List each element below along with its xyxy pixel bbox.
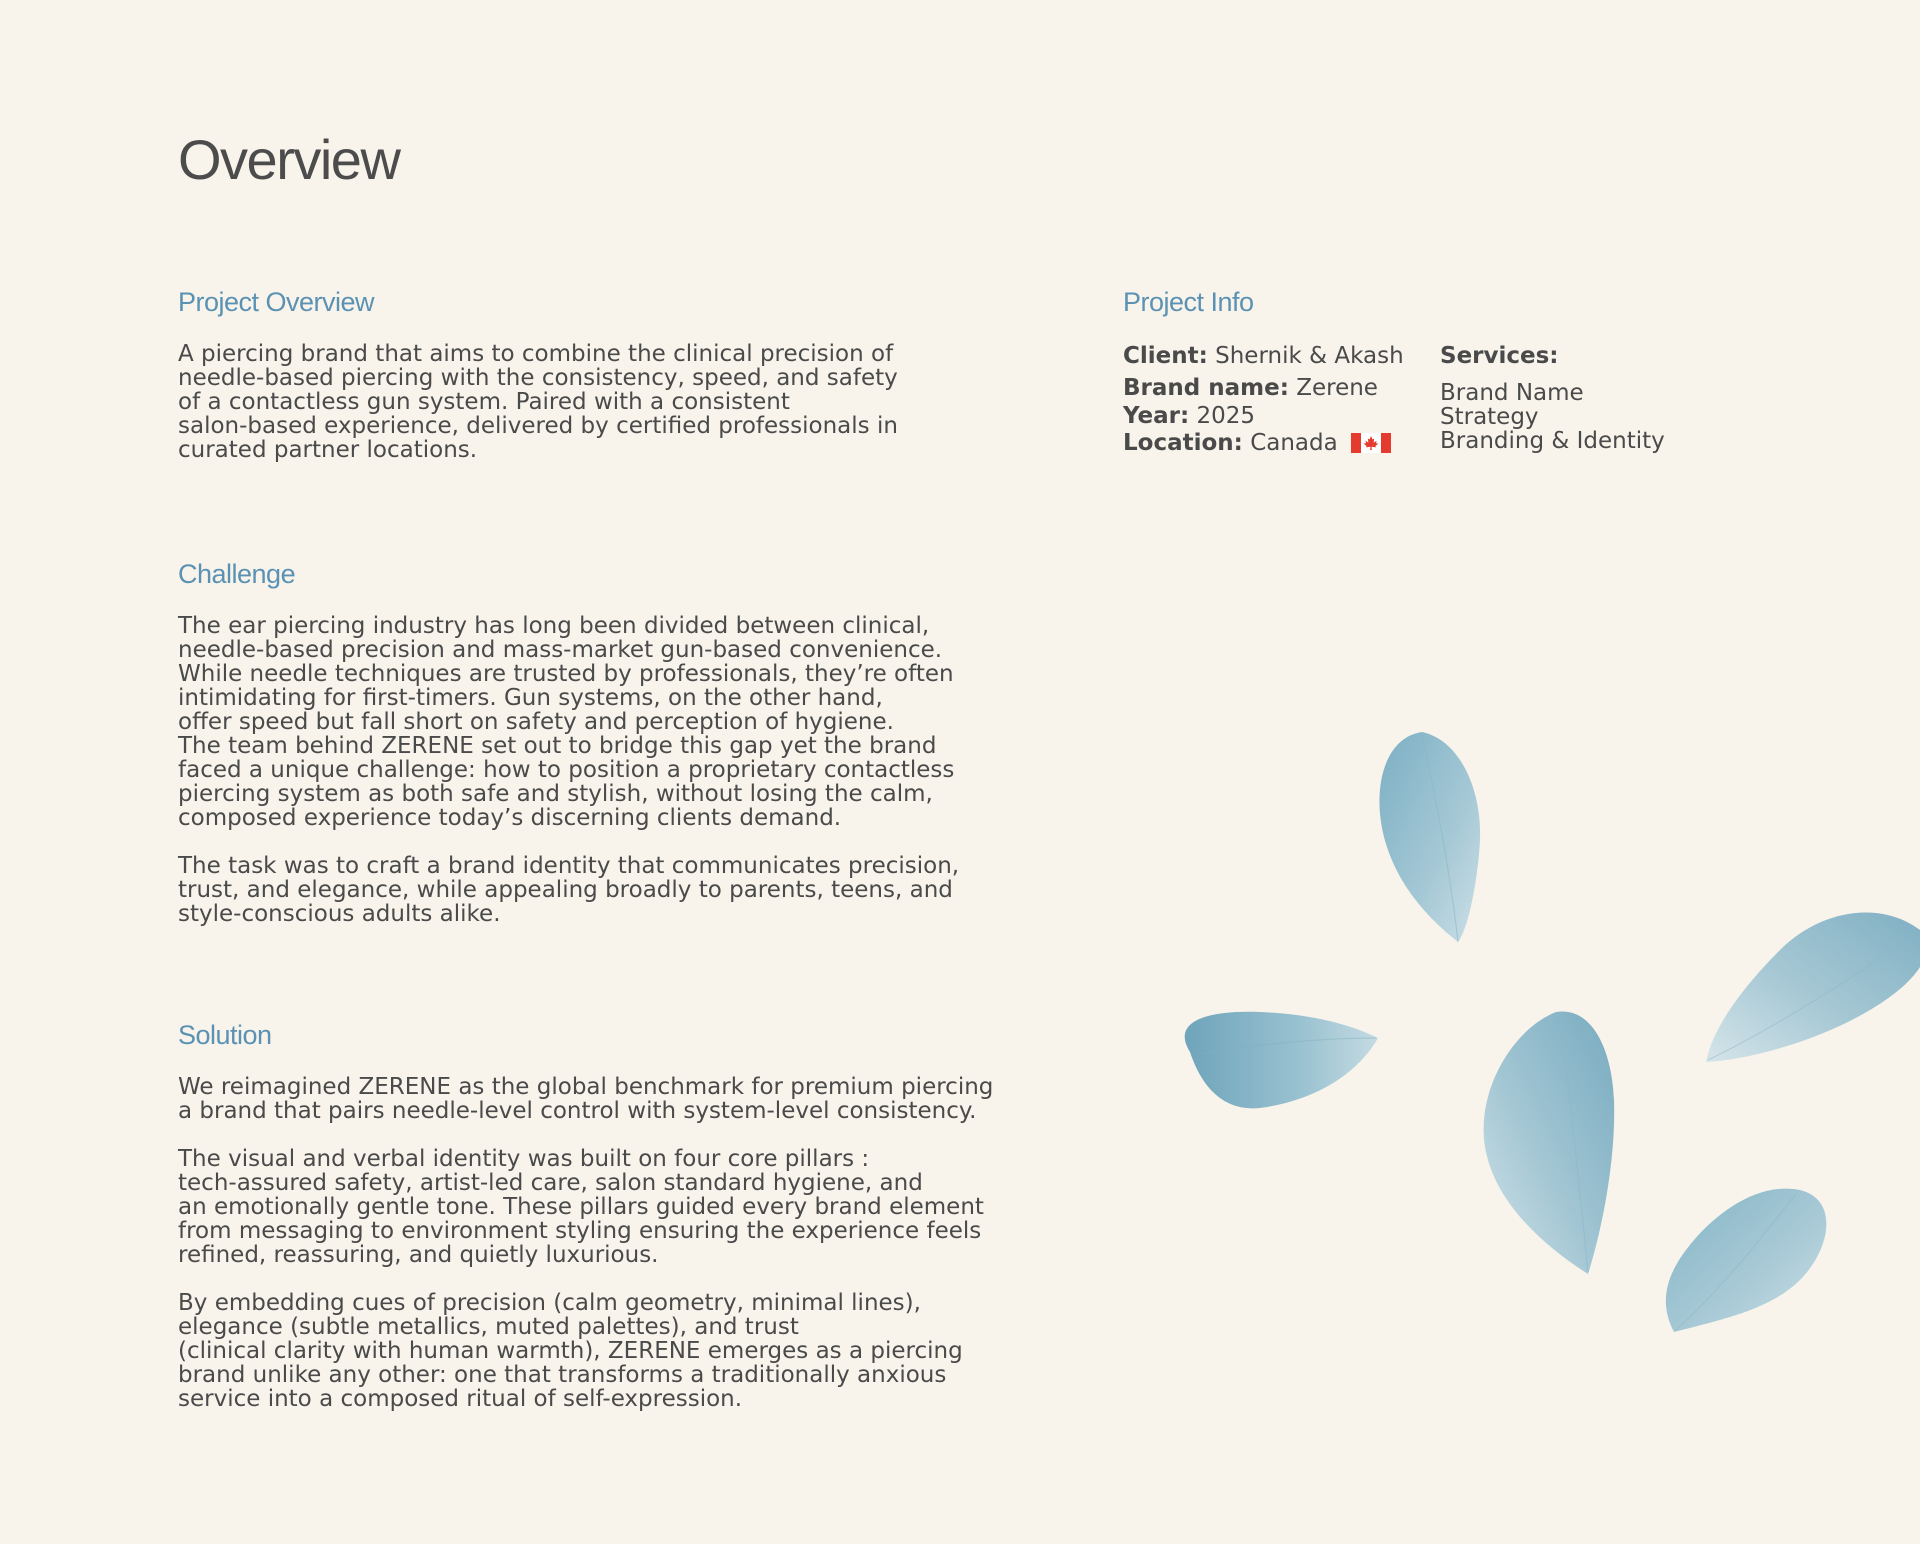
solution-paragraph: The visual and verbal identity was built on four core pillars : tech-assured safety, artist-led care, salon standard hygiene, and an emotionally gentle tone. These pillars guided every brand element from messaging to environment styling ensuring the experience feels refined, reassuring, and quietly luxurious. — [178, 1146, 984, 1269]
project-overview-paragraph: A piercing brand that aims to combine the clinical precision of needle-based piercing with the consistency, speed, and safety of a contactless gun system. Paired with a consistent salon-based experience, delivered by certified professionals in curated partner locations. — [178, 341, 898, 464]
project-info-section — [1123, 286, 1843, 457]
project-details — [1123, 336, 1440, 457]
location-value: Canada — [1250, 430, 1338, 457]
solution-paragraph: We reimagined ZERENE as the global benchmark for premium piercing a brand that pairs needle-level control with system-level consistency. — [178, 1074, 994, 1125]
brand-name-value: Zerene — [1296, 375, 1378, 402]
client-row — [1123, 342, 1440, 371]
solution-heading: Solution — [178, 1020, 272, 1050]
project-overview-heading: Project Overview — [178, 287, 375, 317]
client-label: Client: — [1123, 343, 1208, 370]
petal-shape — [1484, 1011, 1615, 1274]
decorative-petals-illustration — [1140, 720, 1920, 1360]
challenge-section — [178, 558, 998, 926]
year-value: 2025 — [1196, 403, 1256, 430]
canada-flag-icon — [1351, 433, 1391, 453]
services-list — [1440, 381, 1665, 453]
client-value: Shernik & Akash — [1215, 343, 1404, 370]
brand-name-row — [1123, 374, 1440, 403]
service-item: Brand Name — [1440, 380, 1584, 407]
project-overview-body — [178, 342, 998, 462]
year-row — [1123, 403, 1440, 430]
solution-section — [178, 1019, 998, 1411]
challenge-paragraph: The task was to craft a brand identity that communicates precision, trust, and elegance, while appealing broadly to parents, teens, and style-conscious adults alike. — [178, 853, 960, 928]
solution-body — [178, 1075, 998, 1411]
project-info-columns — [1123, 336, 1843, 457]
project-info-heading: Project Info — [1123, 287, 1254, 317]
petal-shape — [1706, 913, 1920, 1062]
services-label: Services: — [1440, 343, 1559, 370]
project-overview-section — [178, 286, 998, 462]
brand-name-label: Brand name: — [1123, 375, 1289, 402]
services-column — [1440, 336, 1665, 457]
location-label: Location: — [1123, 430, 1243, 457]
year-label: Year: — [1123, 403, 1190, 430]
challenge-heading: Challenge — [178, 559, 296, 589]
service-item: Branding & Identity — [1440, 428, 1665, 455]
petal-shape — [1379, 732, 1480, 942]
location-row — [1123, 430, 1440, 457]
challenge-paragraph: The ear piercing industry has long been divided between clinical, needle-based precision and mass-market gun-based convenience. While needle techniques are trusted by professionals, they’re often intimidating for first-timers. Gun systems, on the other hand, offer speed but fall short on safety and perception of hygiene. The team behind ZERENE set out to bridge this gap yet the brand faced a unique challenge: how to position a proprietary contactless piercing system as both safe and stylish, without losing the calm, composed experience today’s discerning clients demand. — [178, 613, 955, 832]
challenge-body — [178, 614, 998, 926]
service-item: Strategy — [1440, 404, 1539, 431]
petal-shape — [1185, 1012, 1378, 1109]
petal-shape — [1666, 1189, 1827, 1332]
page-title: Overview — [178, 128, 400, 191]
solution-paragraph: By embedding cues of precision (calm geometry, minimal lines), elegance (subtle metallics, muted palettes), and trust (clinical clarity with human warmth), ZERENE emerges as a piercing brand unlike any other: one that transforms a traditionally anxious service into a composed ritual of self-expression. — [178, 1290, 963, 1413]
